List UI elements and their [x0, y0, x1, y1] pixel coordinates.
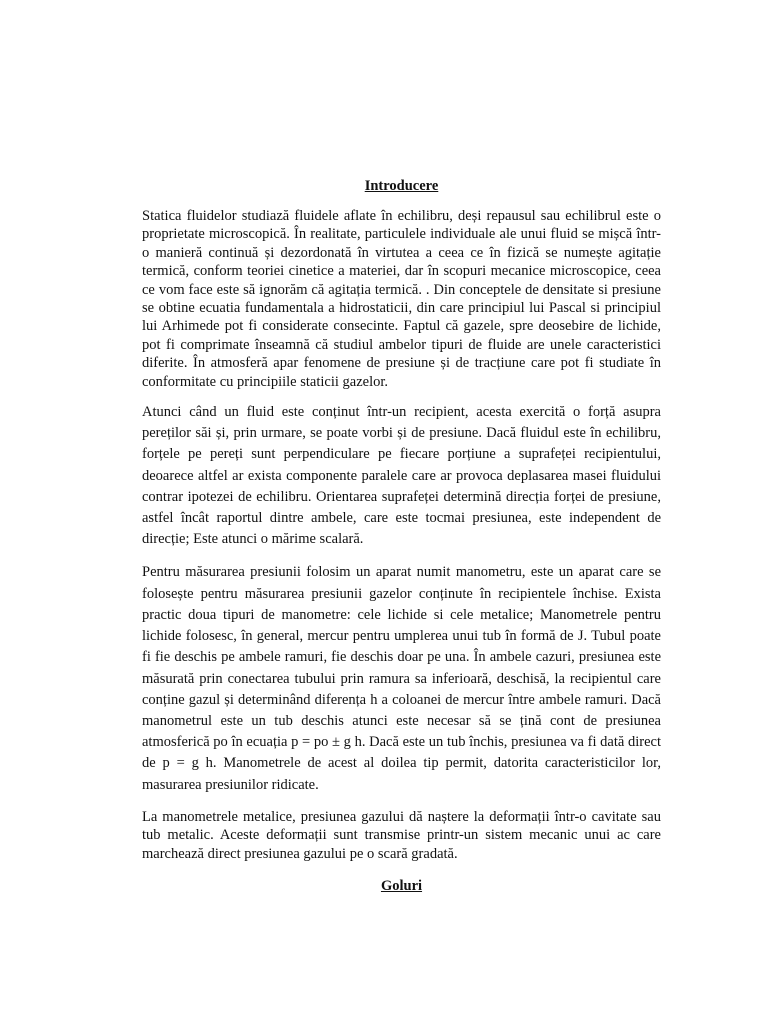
paragraph-manometre-metalice: La manometrele metalice, presiunea gazului dă naștere la deformații într-o cavitate sau tub metalic. Aceste deformații sunt transmise printr-un sistem mecanic unui ac care marchează direct presiunea gazului pe o scară gradată.: [142, 808, 661, 862]
heading-introducere: Introducere: [364, 178, 439, 194]
paragraph-manometru: Pentru măsurarea presiunii folosim un aparat numit manometru, este un aparat care se folosește pentru măsurarea presiunii gazelor conținute în recipientele închise. Exista practic doua tipuri de manometre: cele lichide si cele metalice; Manometrele pentru lichide folosesc, în general, mercur pentru umplerea unui tub în formă de J. Tubul poate fi fie deschis pe ambele ramuri, fie deschis doar pe una. În ambele cazuri, presiunea este măsurată prin conectarea tubului prin ramura sa inferioară, deschisă, la recipientul care conține gazul și determinând diferența h a coloanei de mercur între ambele ramuri. Dacă manometrul este un tub deschis atunci este necesar să se țină cont de presiunea atmosferică po în ecuația p = po ± g h. Dacă este un tub închis, presiunea va fi dată direct de p = g h. Manometrele de acest al doilea tip permit, datorita caracteristicilor lor, masurarea presiunilor ridicate.: [142, 564, 661, 793]
paragraph-presiune: Atunci când un fluid este conținut într-un recipient, acesta exercită o forță asupra pereților săi și, prin urmare, se poate vorbi și de presiune. Dacă fluidul este în echilibru, forțele pe pereți sunt perpendiculare pe fiecare porțiune a suprafeței recipientului, deoarece altfel ar exista componente paralele care ar provoca deplasarea masei fluidului contrar ipotezei de echilibru. Orientarea suprafeței determină direcția forței de presiune, astfel încât raportul dintre ambele, care este tocmai presiunea, este independent de direcție; Este atunci o mărime scalară.: [142, 404, 661, 548]
paragraph-statica: Statica fluidelor studiază fluidele aflate în echilibru, deși repausul sau echilibrul este o proprietate microscopică. În realitate, particulele individuale ale unui fluid se mișcă într-o manieră continuă și dezordonată în virtutea a ceea ce în fizică se numește agitație termică, conform teoriei cinetice a materiei, dar în scopuri mecanice microscopice, ceea ce vom face este să ignorăm că agitația termică. . Din conceptele de densitate si presiune se obtine ecuatia fundamentala a hidrostaticii, din care principiul lui Pascal si principiul lui Arhimede pot fi considerate consecinte. Faptul că gazele, spre deosebire de lichide, pot fi comprimate înseamnă că studiul ambelor tipuri de fluide are unele caracteristici diferite. În atmosferă apar fenomene de presiune și de tracțiune care pot fi studiate în conformitate cu principiile staticii gazelor.: [142, 208, 661, 390]
heading-goluri: Goluri: [380, 877, 423, 894]
